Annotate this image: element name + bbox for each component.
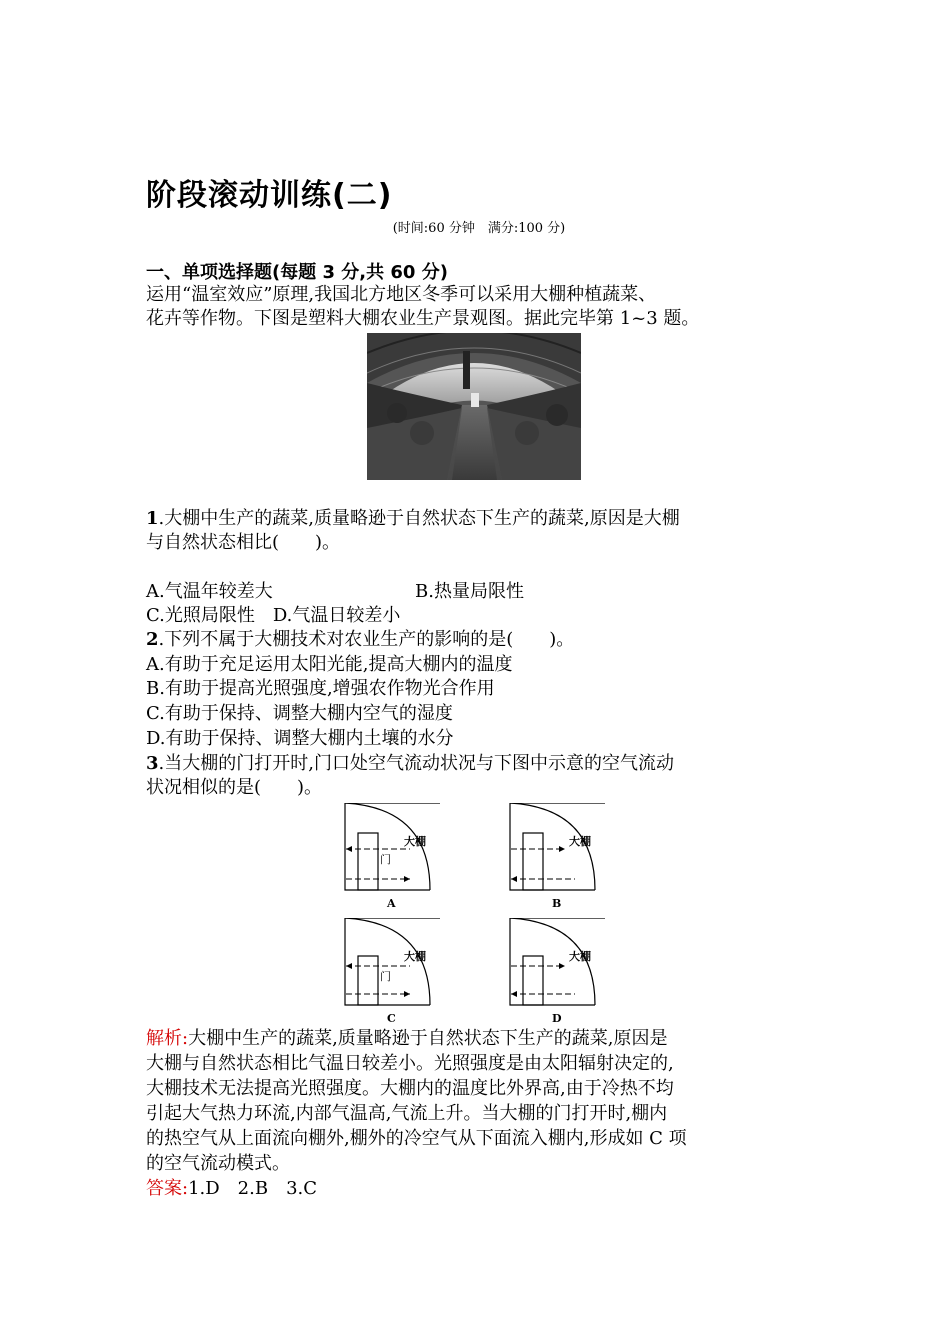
figure-c-greenhouse-label: 大棚 xyxy=(404,950,426,963)
q1-line-1: 1.大棚中生产的蔬菜,质量略逊于自然状态下生产的蔬菜,原因是大棚 xyxy=(146,508,680,529)
analysis-label: 解析: xyxy=(146,1028,189,1049)
analysis-line-3: 大棚技术无法提高光照强度。大棚内的温度比外界高,由于冷热不均 xyxy=(146,1078,674,1099)
figure-panel-a xyxy=(340,803,440,917)
figure-c-door-label: 门 xyxy=(380,970,391,983)
intro-line-1: 运用“温室效应”原理,我国北方地区冬季可以采用大棚种植蔬菜、 xyxy=(146,284,657,305)
q2-stem: 2.下列不属于大棚技术对农业生产的影响的是( )。 xyxy=(146,629,575,650)
figure-a-greenhouse-label: 大棚 xyxy=(404,835,426,848)
exam-meta: (时间:60 分钟 满分:100 分) xyxy=(392,221,566,236)
answer-label: 答案: xyxy=(146,1178,189,1199)
q2-option-b: B.有助于提高光照强度,增强农作物光合作用 xyxy=(146,678,495,699)
q1-option-a: A.气温年较差大 xyxy=(146,581,273,602)
page-title: 阶段滚动训练(二) xyxy=(146,178,393,213)
figure-panel-b xyxy=(505,803,605,917)
q3-line-1: 3.当大棚的门打开时,门口处空气流动状况与下图中示意的空气流动 xyxy=(146,753,674,774)
analysis-line-1: 解析:大棚中生产的蔬菜,质量略逊于自然状态下生产的蔬菜,原因是 xyxy=(146,1028,668,1049)
answer-value: 1.D 2.B 3.C xyxy=(188,1178,318,1199)
greenhouse-photo xyxy=(367,333,581,480)
q1-line-2: 与自然状态相比( )。 xyxy=(146,532,341,553)
analysis-line-6: 的空气流动模式。 xyxy=(146,1153,290,1174)
intro-line-2: 花卉等作物。下图是塑料大棚农业生产景观图。据此完毕第 1~3 题。 xyxy=(146,308,700,329)
figure-d-label: D xyxy=(552,1012,562,1025)
q1-option-b: B.热量局限性 xyxy=(415,581,524,602)
q3-line-2: 状况相似的是( )。 xyxy=(146,777,323,798)
figure-b-greenhouse-label: 大棚 xyxy=(569,835,591,848)
q1-option-cd: C.光照局限性 D.气温日较差小 xyxy=(146,605,401,626)
figure-d-greenhouse-label: 大棚 xyxy=(569,950,591,963)
figure-panel-c xyxy=(340,918,440,1032)
section-heading: 一、单项选择题(每题 3 分,共 60 分) xyxy=(146,262,448,283)
answer-line xyxy=(146,1177,810,1201)
analysis-line-5: 的热空气从上面流向棚外,棚外的冷空气从下面流入棚内,形成如 C 项 xyxy=(146,1128,687,1149)
q2-option-c: C.有助于保持、调整大棚内空气的湿度 xyxy=(146,703,453,724)
q2-option-d: D.有助于保持、调整大棚内土壤的水分 xyxy=(146,728,454,749)
figure-a-label: A xyxy=(387,897,396,910)
q2-option-a: A.有助于充足运用太阳光能,提高大棚内的温度 xyxy=(146,654,513,675)
figure-panel-d xyxy=(505,918,605,1032)
figure-b-label: B xyxy=(552,897,562,910)
figure-c-label: C xyxy=(387,1012,396,1025)
analysis-line-4: 引起大气热力环流,内部气温高,气流上升。当大棚的门打开时,棚内 xyxy=(146,1103,668,1124)
analysis-line-2: 大棚与自然状态相比气温日较差小。光照强度是由太阳辐射决定的, xyxy=(146,1053,674,1074)
figure-a-door-label: 门 xyxy=(380,853,391,866)
